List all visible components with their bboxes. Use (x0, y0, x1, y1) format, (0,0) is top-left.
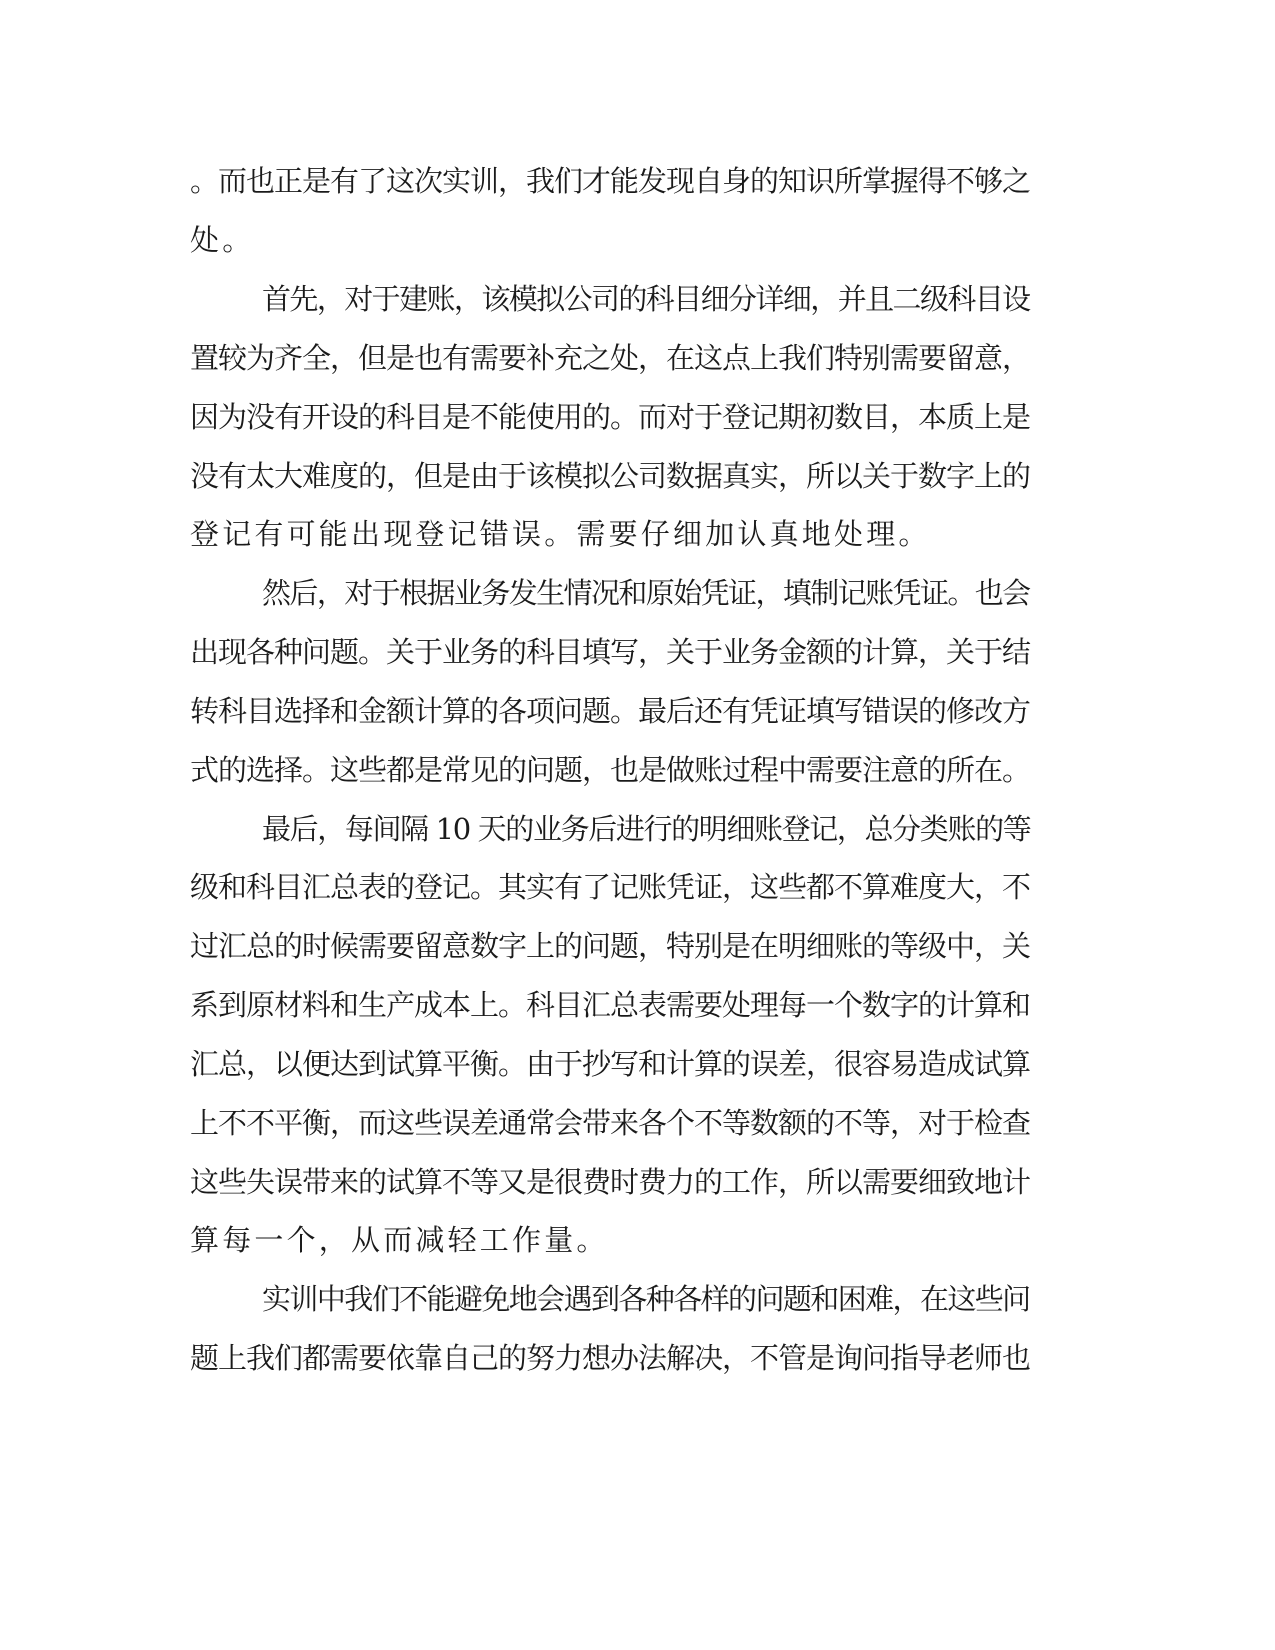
paragraph-first-line: 最后，每间隔 10 天的业务后进行的明细账登记，总分类账的等 (262, 812, 1031, 846)
text-line: 过汇总的时候需要留意数字上的问题，特别是在明细账的等级中，关 (190, 929, 1031, 963)
text-line: 出现各种问题。关于业务的科目填写，关于业务金额的计算，关于结 (190, 635, 1031, 669)
text-line: 汇总，以便达到试算平衡。由于抄写和计算的误差，很容易造成试算 (190, 1047, 1031, 1081)
text-line: 处。 (190, 223, 255, 257)
text-line: 系到原材料和生产成本上。科目汇总表需要处理每一个数字的计算和 (190, 988, 1031, 1022)
text-line: 上不不平衡，而这些误差通常会带来各个不等数额的不等，对于检查 (190, 1106, 1031, 1140)
text-line: 置较为齐全，但是也有需要补充之处，在这点上我们特别需要留意， (190, 341, 1031, 375)
text-line: 算每一个，从而减轻工作量。 (190, 1223, 609, 1257)
text-line: 式的选择。这些都是常见的问题，也是做账过程中需要注意的所在。 (190, 753, 1031, 787)
text-line: 级和科目汇总表的登记。其实有了记账凭证，这些都不算难度大，不 (190, 870, 1031, 904)
text-line: 没有太大难度的，但是由于该模拟公司数据真实，所以关于数字上的 (190, 459, 1031, 493)
text-line: 转科目选择和金额计算的各项问题。最后还有凭证填写错误的修改方 (190, 694, 1031, 728)
text-line: 。而也正是有了这次实训，我们才能发现自身的知识所掌握得不够之 (190, 164, 1031, 198)
paragraph-first-line: 实训中我们不能避免地会遇到各种各样的问题和困难，在这些问 (262, 1282, 1030, 1316)
paragraph-first-line: 然后，对于根据业务发生情况和原始凭证，填制记账凭证。也会 (262, 576, 1030, 610)
text-line: 登记有可能出现登记错误。需要仔细加认真地处理。 (190, 517, 931, 551)
text-line: 这些失误带来的试算不等又是很费时费力的工作，所以需要细致地计 (190, 1165, 1031, 1199)
text-line: 因为没有开设的科目是不能使用的。而对于登记期初数目，本质上是 (190, 400, 1031, 434)
paragraph-first-line: 首先，对于建账，该模拟公司的科目细分详细，并且二级科目设 (262, 282, 1030, 316)
text-line: 题上我们都需要依靠自己的努力想办法解决，不管是询问指导老师也 (190, 1341, 1031, 1375)
